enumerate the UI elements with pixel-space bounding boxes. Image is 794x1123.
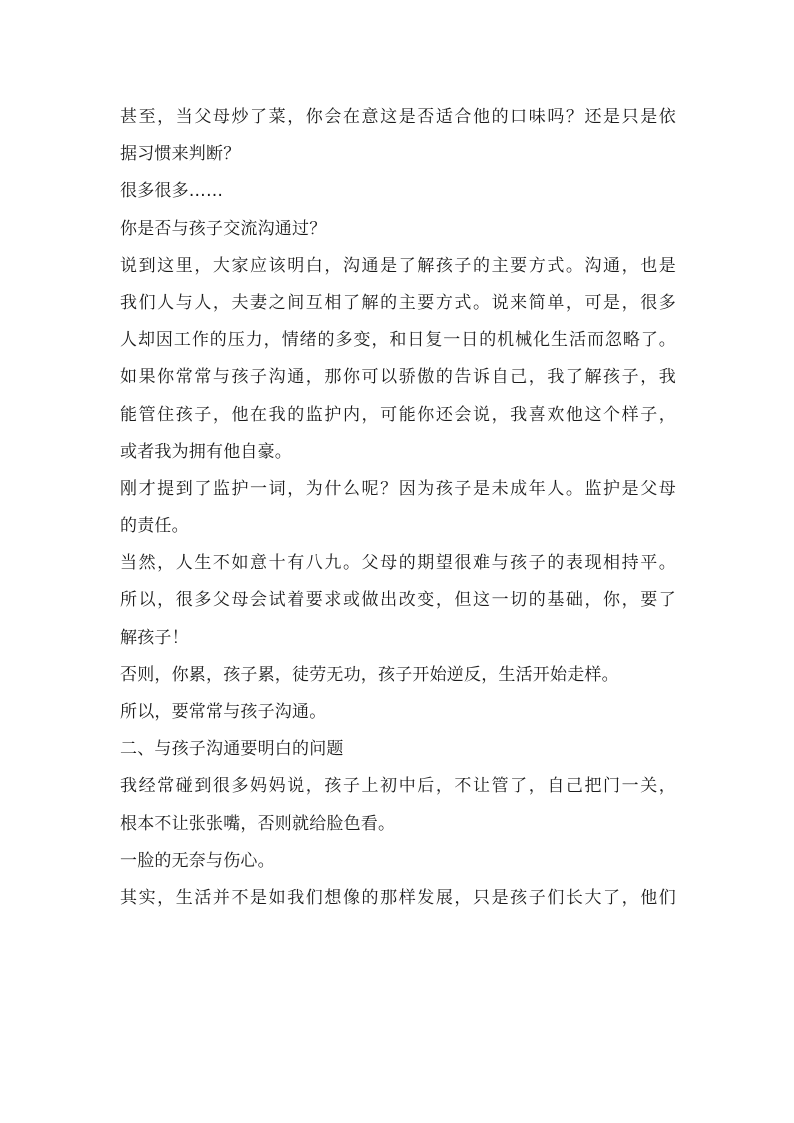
text-line: 其实，生活并不是如我们想像的那样发展，只是孩子们长大了，他们: [120, 887, 676, 908]
text-line: 所以，要常常与孩子沟通。: [120, 702, 327, 722]
section-heading: 二、与孩子沟通要明白的问题: [120, 739, 344, 760]
text-line: 人却因工作的压力，情绪的多变，和日复一日的机械化生活而忽略了。: [120, 330, 676, 351]
text-line: 所以，很多父母会试着要求或做出改变，但这一切的基础，你，要了: [120, 590, 676, 611]
text-line: 如果你常常与孩子沟通，那你可以骄傲的告诉自己，我了解孩子，我: [120, 367, 676, 388]
text-line: 或者我为拥有他自豪。: [120, 441, 292, 462]
text-line: 一脸的无奈与伤心。: [120, 850, 275, 871]
text-line: 很多很多……: [120, 181, 224, 202]
text-line: 当然，人生不如意十有八九。父母的期望很难与孩子的表现相持平。: [120, 553, 676, 574]
text-line: 我们人与人，夫妻之间互相了解的主要方式。说来简单，可是，很多: [120, 292, 676, 313]
text-line: 我经常碰到很多妈妈说，孩子上初中后，不让管了，自己把门一关，: [120, 776, 676, 797]
text-line: 甚至，当父母炒了菜，你会在意这是否适合他的口味吗？还是只是依: [120, 107, 676, 127]
text-line: 的责任。: [120, 516, 189, 537]
text-line: 解孩子！: [120, 627, 189, 648]
text-line: 据习惯来判断？: [120, 144, 241, 165]
text-line: 否则，你累，孩子累，徒劳无功，孩子开始逆反，生活开始走样。: [120, 664, 619, 685]
text-line: 能管住孩子，他在我的监护内，可能你还会说，我喜欢他这个样子，: [120, 404, 676, 425]
document-body: [120, 99, 676, 917]
text-line: 说到这里，大家应该明白，沟通是了解孩子的主要方式。沟通，也是: [120, 255, 676, 276]
text-line: 你是否与孩子交流沟通过？: [120, 218, 327, 239]
text-line: 根本不让张张嘴，否则就给脸色看。: [120, 813, 396, 834]
text-line: 刚才提到了监护一词，为什么呢？因为孩子是未成年人。监护是父母: [120, 478, 676, 499]
